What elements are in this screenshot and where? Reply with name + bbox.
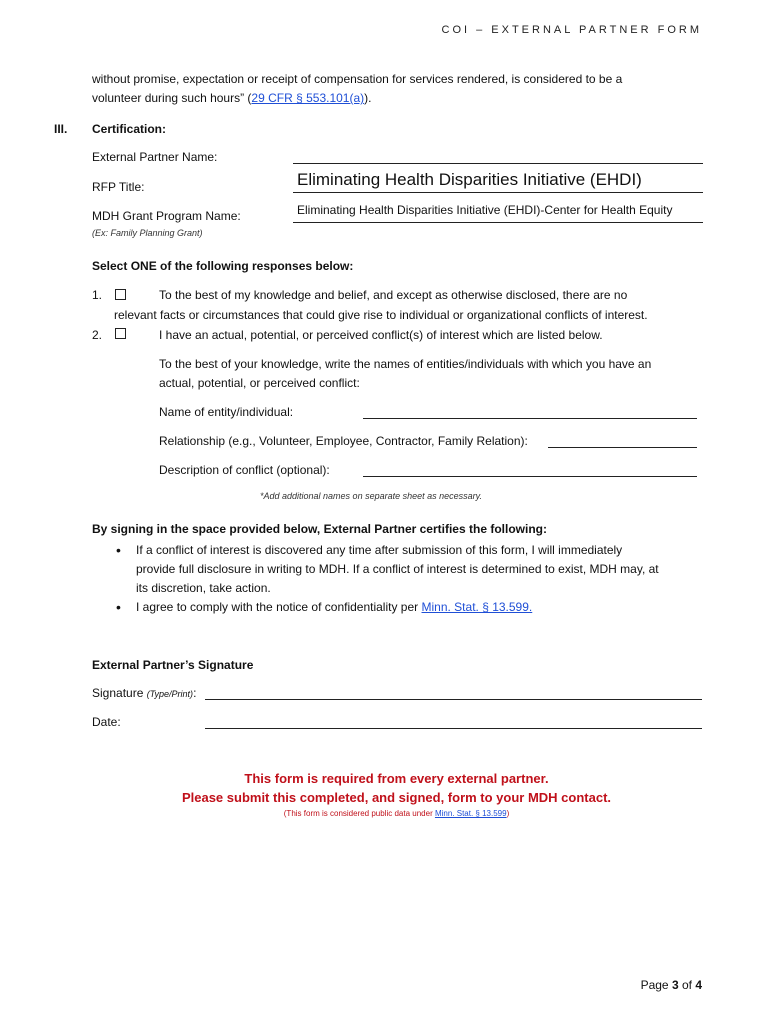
rfp-title-field[interactable]: Eliminating Health Disparities Initiative (EHDI) [293,167,703,193]
rfp-title-label: RFP Title: [92,180,145,194]
entity-field[interactable] [363,403,697,419]
relationship-label: Relationship (e.g., Volunteer, Employee, Contractor, Family Relation): [159,434,528,448]
grant-program-label: MDH Grant Program Name: [92,209,241,223]
minn-stat-link[interactable]: Minn. Stat. § 13.599. [421,600,533,614]
certify-heading: By signing in the space provided below, External Partner certifies the following: [92,522,547,536]
page-number: Page 3 of 4 [640,978,702,992]
section-title: Certification: [92,122,167,136]
conflict-instruction-line-2: actual, potential, or perceived conflict: [159,376,360,390]
date-label: Date: [92,715,121,729]
intro-line-1: without promise, expectation or receipt of compensation for services rendered, is considered to be a [92,72,623,86]
partner-name-label: External Partner Name: [92,150,218,164]
cfr-link[interactable]: 29 CFR § 553.101(a) [251,91,365,105]
signature-heading: External Partner’s Signature [92,658,254,672]
description-label: Description of conflict (optional): [159,463,330,477]
notice-line-3: (This form is considered public data under Minn. Stat. § 13.599) [283,809,510,818]
additional-names-note: *Add additional names on separate sheet as necessary. [260,491,482,501]
form-header: COI – EXTERNAL PARTNER FORM [441,24,702,36]
signature-field[interactable] [205,684,702,700]
notice-line-2: Please submit this completed, and signed, form to your MDH contact. [181,790,612,805]
select-heading: Select ONE of the following responses below: [92,259,354,273]
notice-line-1: This form is required from every external partner. [244,771,549,786]
option-1-line-1: To the best of my knowledge and belief, and except as otherwise disclosed, there are no [159,288,628,302]
description-field[interactable] [363,461,697,477]
option-1-line-2: relevant facts or circumstances that could give rise to individual or organizational conflicts of interest. [114,308,648,322]
entity-label: Name of entity/individual: [159,405,294,419]
option-2-line-1: I have an actual, potential, or perceived conflict(s) of interest which are listed below. [159,328,603,342]
intro-line-2: volunteer during such hours” (29 CFR § 553.101(a)). [92,91,372,105]
intro-paragraph [92,70,712,108]
certify-bullet-2: • I agree to comply with the notice of confidentiality per Minn. Stat. § 13.599. [112,598,712,617]
date-field[interactable] [205,713,702,729]
signature-label: Signature (Type/Print): [92,686,197,700]
grant-program-hint: (Ex: Family Planning Grant) [92,228,203,238]
option-1-checkbox[interactable] [115,289,126,300]
relationship-field[interactable] [548,432,697,448]
certify-bullet-1: • If a conflict of interest is discovered any time after submission of this form, I will immediately provide full disclosure in writing to MDH. If a conflict of interest is determined to exist, MDH may, at its discretion, take action. [112,541,712,598]
certify-list [112,541,712,617]
grant-program-field[interactable]: Eliminating Health Disparities Initiative (EHDI)-Center for Health Equity [293,199,703,223]
option-2-number: 2. [92,328,103,342]
section-number: III. [54,122,68,136]
conflict-instruction-line-1: To the best of your knowledge, write the names of entities/individuals with which you have an [159,357,652,371]
option-2-checkbox[interactable] [115,328,126,339]
option-1-number: 1. [92,288,103,302]
notice-minn-stat-link[interactable]: Minn. Stat. § 13.599 [434,809,507,818]
partner-name-field[interactable] [293,148,703,164]
